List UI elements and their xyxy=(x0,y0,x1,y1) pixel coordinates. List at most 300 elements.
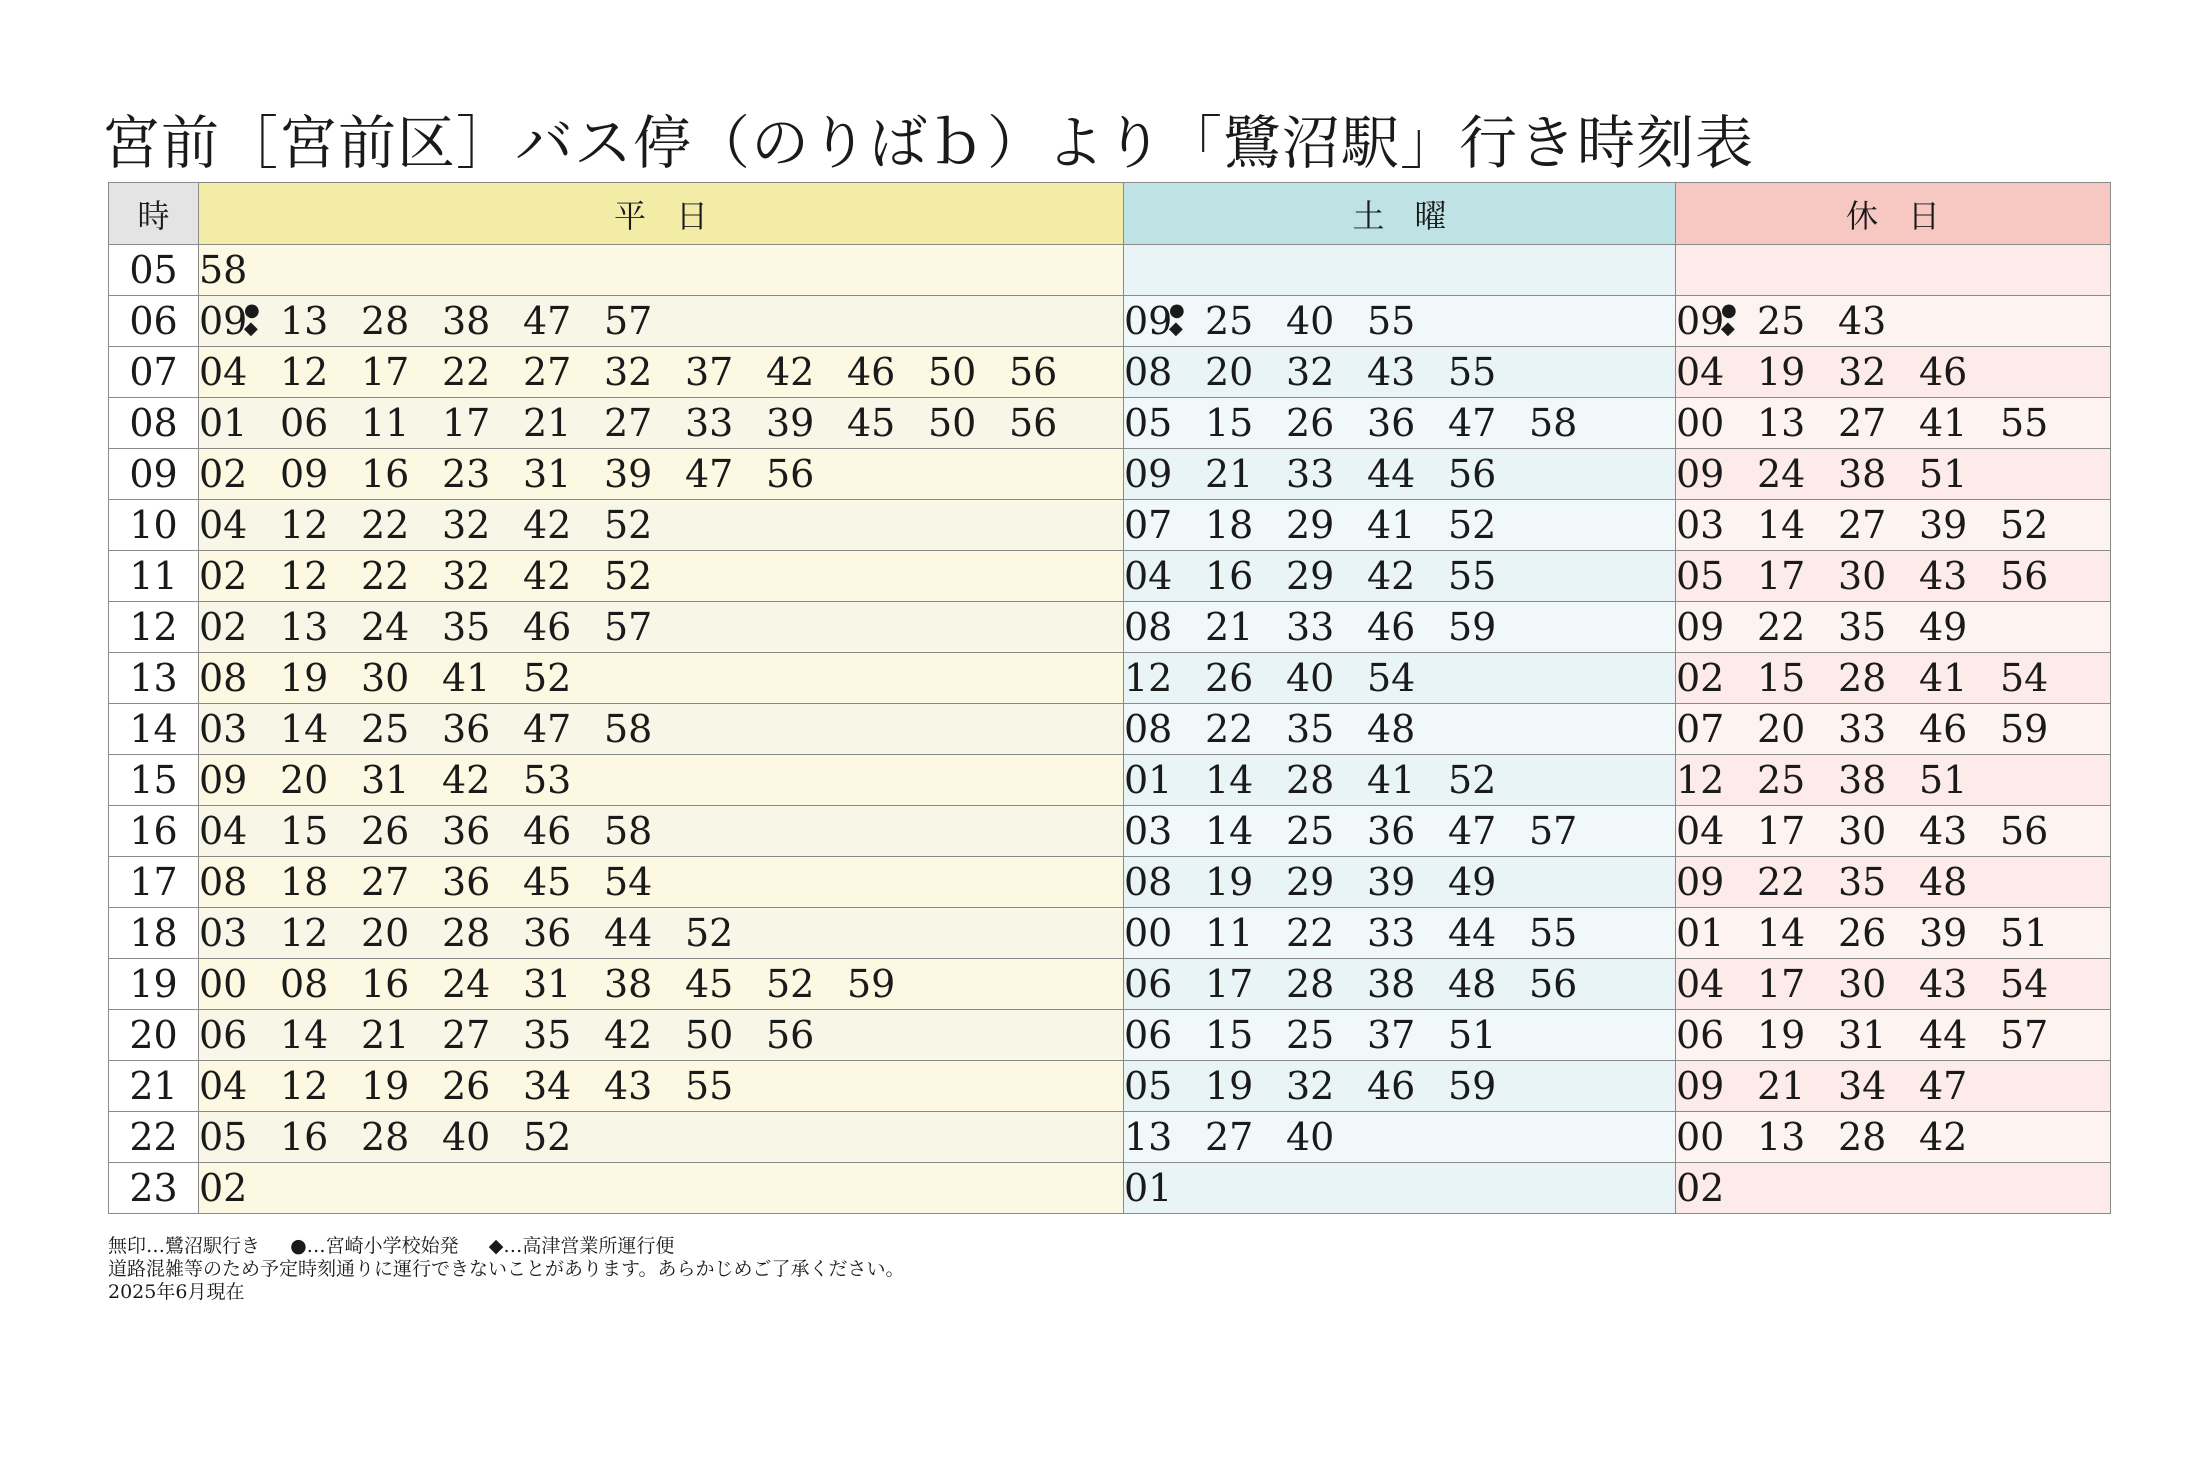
departure-minute xyxy=(199,297,280,345)
departure-minute xyxy=(1124,603,1205,651)
departure-minute xyxy=(1676,960,1757,1008)
minute-text: 42 xyxy=(604,1013,653,1057)
minute-text: 01 xyxy=(1124,1166,1173,1210)
departure-minute xyxy=(1009,399,1090,447)
weekday-minutes-cell xyxy=(199,857,1124,908)
minute-text: 03 xyxy=(1124,809,1173,853)
minute-text: 04 xyxy=(199,1064,248,1108)
table-row xyxy=(109,704,2111,755)
saturday-minutes-cell xyxy=(1124,1112,1676,1163)
departure-minute xyxy=(361,654,442,702)
departure-minute xyxy=(280,399,361,447)
minute-text: 54 xyxy=(604,860,653,904)
minute-text: 46 xyxy=(1367,605,1416,649)
saturday-minutes-cell xyxy=(1124,296,1676,347)
weekday-minutes-cell xyxy=(199,1112,1124,1163)
hour-cell: 06 xyxy=(109,296,199,347)
departure-minute xyxy=(1367,552,1448,600)
minute-text: 57 xyxy=(1529,809,1578,853)
minute-text: 42 xyxy=(1367,554,1416,598)
saturday-minutes-cell xyxy=(1124,908,1676,959)
footnotes xyxy=(108,1235,904,1304)
minute-text: 51 xyxy=(1919,758,1968,802)
minute-text: 46 xyxy=(847,350,896,394)
minute-text: 18 xyxy=(1205,503,1254,547)
minute-text: 04 xyxy=(1676,962,1725,1006)
minute-text: 56 xyxy=(766,452,815,496)
departure-minute xyxy=(1286,450,1367,498)
origin-mark-icon xyxy=(244,301,260,337)
departure-minute xyxy=(1919,603,2000,651)
departure-minute xyxy=(442,450,523,498)
minute-text: 47 xyxy=(1919,1064,1968,1108)
departure-minute xyxy=(1124,348,1205,396)
minute-text: 28 xyxy=(1838,1115,1887,1159)
departure-minute xyxy=(1286,960,1367,1008)
weekday-minutes-cell xyxy=(199,959,1124,1010)
minute-text: 14 xyxy=(1205,758,1254,802)
departure-minute xyxy=(685,1011,766,1059)
departure-minute xyxy=(2000,552,2081,600)
minute-text: 55 xyxy=(1529,911,1578,955)
minute-text: 04 xyxy=(1676,809,1725,853)
table-row xyxy=(109,551,2111,602)
weekday-minutes-cell xyxy=(199,755,1124,806)
departure-minute xyxy=(280,501,361,549)
header-hour: 時 xyxy=(109,183,199,245)
legend-diamond: ◆…高津営業所運行便 xyxy=(488,1235,675,1257)
hour-cell: 22 xyxy=(109,1112,199,1163)
table-row xyxy=(109,857,2111,908)
minute-text: 32 xyxy=(1286,1064,1335,1108)
minute-text: 56 xyxy=(766,1013,815,1057)
departure-minute xyxy=(1286,705,1367,753)
holiday-minutes-cell xyxy=(1676,806,2111,857)
minute-text: 43 xyxy=(1919,809,1968,853)
departure-minute xyxy=(604,501,685,549)
holiday-minutes-cell xyxy=(1676,1061,2111,1112)
minute-text: 45 xyxy=(523,860,572,904)
departure-minute xyxy=(1124,1011,1205,1059)
departure-minute xyxy=(361,552,442,600)
minute-text: 58 xyxy=(604,707,653,751)
minute-text: 31 xyxy=(1838,1013,1887,1057)
table-row xyxy=(109,1112,2111,1163)
departure-minute xyxy=(1838,501,1919,549)
departure-minute xyxy=(1205,807,1286,855)
saturday-minutes-cell xyxy=(1124,245,1676,296)
minute-text: 32 xyxy=(1838,350,1887,394)
weekday-minutes-cell xyxy=(199,806,1124,857)
departure-minute xyxy=(280,858,361,906)
minute-text: 08 xyxy=(280,962,329,1006)
minute-text: 39 xyxy=(1367,860,1416,904)
minute-text: 48 xyxy=(1448,962,1497,1006)
departure-minute xyxy=(442,348,523,396)
departure-minute xyxy=(1676,348,1757,396)
minute-text: 46 xyxy=(1919,707,1968,751)
minute-text: 47 xyxy=(1448,401,1497,445)
minute-text: 09 xyxy=(1676,860,1725,904)
minute-text: 56 xyxy=(1009,401,1058,445)
departure-minute xyxy=(847,960,928,1008)
minute-text: 44 xyxy=(604,911,653,955)
holiday-minutes-cell xyxy=(1676,602,2111,653)
departure-minute xyxy=(1124,1062,1205,1110)
departure-minute xyxy=(1448,756,1529,804)
departure-minute xyxy=(604,348,685,396)
minute-text: 01 xyxy=(199,401,248,445)
minute-text: 08 xyxy=(199,656,248,700)
minute-text: 33 xyxy=(685,401,734,445)
minute-text: 26 xyxy=(1205,656,1254,700)
departure-minute xyxy=(1286,909,1367,957)
departure-minute xyxy=(2000,501,2081,549)
minute-text: 58 xyxy=(1529,401,1578,445)
departure-minute xyxy=(1838,705,1919,753)
saturday-minutes-cell xyxy=(1124,959,1676,1010)
minute-text: 14 xyxy=(280,1013,329,1057)
departure-minute xyxy=(523,756,604,804)
departure-minute xyxy=(1124,552,1205,600)
departure-minute xyxy=(1205,297,1286,345)
departure-minute xyxy=(1838,654,1919,702)
minute-text: 39 xyxy=(1919,503,1968,547)
departure-minute xyxy=(442,1062,523,1110)
departure-minute xyxy=(1838,756,1919,804)
departure-minute xyxy=(847,348,928,396)
minute-text: 31 xyxy=(523,452,572,496)
departure-minute xyxy=(1286,807,1367,855)
table-row xyxy=(109,755,2111,806)
departure-minute xyxy=(1367,858,1448,906)
minute-text: 41 xyxy=(1919,656,1968,700)
departure-minute xyxy=(1367,603,1448,651)
departure-minute xyxy=(2000,807,2081,855)
departure-minute xyxy=(199,960,280,1008)
departure-minute xyxy=(280,807,361,855)
departure-minute xyxy=(199,399,280,447)
minute-text: 09 xyxy=(280,452,329,496)
minute-text: 15 xyxy=(1757,656,1806,700)
departure-minute xyxy=(1367,297,1448,345)
departure-minute xyxy=(199,705,280,753)
departure-minute xyxy=(1676,1113,1757,1161)
departure-minute xyxy=(766,348,847,396)
minute-text: 02 xyxy=(1676,656,1725,700)
circle-mark-icon: ● xyxy=(1169,300,1185,321)
minute-text: 42 xyxy=(442,758,491,802)
departure-minute xyxy=(1838,858,1919,906)
minute-text: 42 xyxy=(523,503,572,547)
minute-text: 06 xyxy=(199,1013,248,1057)
minute-text: 17 xyxy=(1205,962,1254,1006)
table-row xyxy=(109,245,2111,296)
departure-minute xyxy=(1205,348,1286,396)
minute-text: 40 xyxy=(442,1115,491,1159)
minute-text: 56 xyxy=(1448,452,1497,496)
departure-minute xyxy=(523,654,604,702)
minute-text: 40 xyxy=(1286,299,1335,343)
minute-text: 07 xyxy=(1124,503,1173,547)
departure-minute xyxy=(1676,705,1757,753)
table-row xyxy=(109,806,2111,857)
minute-text: 46 xyxy=(523,605,572,649)
departure-minute xyxy=(1367,960,1448,1008)
departure-minute xyxy=(1205,756,1286,804)
minute-text: 19 xyxy=(280,656,329,700)
minute-text: 44 xyxy=(1448,911,1497,955)
minute-text: 25 xyxy=(1286,1013,1335,1057)
departure-minute xyxy=(1009,348,1090,396)
departure-minute xyxy=(199,858,280,906)
minute-text: 46 xyxy=(1367,1064,1416,1108)
hour-cell: 13 xyxy=(109,653,199,704)
minute-text: 23 xyxy=(442,452,491,496)
minute-text: 49 xyxy=(1919,605,1968,649)
departure-minute xyxy=(1205,399,1286,447)
departure-minute xyxy=(604,807,685,855)
hour-cell: 21 xyxy=(109,1061,199,1112)
holiday-minutes-cell xyxy=(1676,398,2111,449)
departure-minute xyxy=(523,1113,604,1161)
minute-text: 19 xyxy=(1757,350,1806,394)
departure-minute xyxy=(280,909,361,957)
minute-text: 08 xyxy=(1124,605,1173,649)
departure-minute xyxy=(1124,654,1205,702)
diamond-mark-icon: ◆ xyxy=(1169,318,1183,339)
departure-minute xyxy=(523,1011,604,1059)
minute-text: 04 xyxy=(199,350,248,394)
departure-minute xyxy=(1838,1011,1919,1059)
timetable-body xyxy=(109,245,2111,1214)
table-row xyxy=(109,347,2111,398)
table-row xyxy=(109,653,2111,704)
departure-minute xyxy=(1757,960,1838,1008)
departure-minute xyxy=(280,1113,361,1161)
minute-text: 56 xyxy=(2000,809,2049,853)
minute-text: 14 xyxy=(280,707,329,751)
departure-minute xyxy=(523,858,604,906)
minute-text: 08 xyxy=(1124,860,1173,904)
departure-minute xyxy=(1757,1113,1838,1161)
minute-text: 05 xyxy=(1676,554,1725,598)
departure-minute xyxy=(523,450,604,498)
hour-cell: 08 xyxy=(109,398,199,449)
departure-minute xyxy=(1367,1062,1448,1110)
departure-minute xyxy=(523,705,604,753)
departure-minute xyxy=(280,756,361,804)
departure-minute xyxy=(280,960,361,1008)
saturday-minutes-cell xyxy=(1124,1061,1676,1112)
weekday-minutes-cell xyxy=(199,653,1124,704)
minute-text: 02 xyxy=(199,452,248,496)
minute-text: 15 xyxy=(280,809,329,853)
holiday-minutes-cell xyxy=(1676,653,2111,704)
departure-minute xyxy=(1205,960,1286,1008)
holiday-minutes-cell xyxy=(1676,449,2111,500)
hour-cell: 11 xyxy=(109,551,199,602)
minute-text: 54 xyxy=(2000,962,2049,1006)
minute-text: 51 xyxy=(1448,1013,1497,1057)
departure-minute xyxy=(1286,1011,1367,1059)
minute-text: 00 xyxy=(199,962,248,1006)
minute-text: 06 xyxy=(280,401,329,445)
departure-minute xyxy=(1676,1062,1757,1110)
departure-minute xyxy=(1448,807,1529,855)
departure-minute xyxy=(361,1113,442,1161)
holiday-minutes-cell xyxy=(1676,908,2111,959)
departure-minute xyxy=(199,1011,280,1059)
minute-text: 52 xyxy=(766,962,815,1006)
hour-cell: 10 xyxy=(109,500,199,551)
departure-minute xyxy=(199,1062,280,1110)
minute-text: 46 xyxy=(523,809,572,853)
departure-minute xyxy=(1124,1164,1205,1212)
weekday-minutes-cell xyxy=(199,704,1124,755)
departure-minute xyxy=(604,603,685,651)
departure-minute xyxy=(361,399,442,447)
departure-minute xyxy=(1205,603,1286,651)
departure-minute xyxy=(685,960,766,1008)
departure-minute xyxy=(1757,450,1838,498)
departure-minute xyxy=(442,603,523,651)
minute-text: 17 xyxy=(442,401,491,445)
minute-text: 35 xyxy=(1286,707,1335,751)
minute-text: 57 xyxy=(604,299,653,343)
departure-minute xyxy=(2000,960,2081,1008)
departure-minute xyxy=(199,501,280,549)
minute-text: 08 xyxy=(1124,350,1173,394)
timetable xyxy=(108,182,2111,1214)
minute-text: 04 xyxy=(199,503,248,547)
minute-text: 12 xyxy=(280,350,329,394)
minute-text: 22 xyxy=(361,503,410,547)
departure-minute xyxy=(1286,297,1367,345)
weekday-minutes-cell xyxy=(199,500,1124,551)
holiday-minutes-cell xyxy=(1676,1010,2111,1061)
minute-text: 04 xyxy=(1676,350,1725,394)
departure-minute xyxy=(1838,960,1919,1008)
minute-text: 21 xyxy=(1205,605,1254,649)
minute-text: 24 xyxy=(442,962,491,1006)
minute-text: 55 xyxy=(2000,401,2049,445)
hour-cell: 05 xyxy=(109,245,199,296)
departure-minute xyxy=(1838,1113,1919,1161)
departure-minute xyxy=(523,348,604,396)
minute-text: 24 xyxy=(1757,452,1806,496)
table-row xyxy=(109,1061,2111,1112)
minute-text: 37 xyxy=(1367,1013,1416,1057)
minute-text: 47 xyxy=(523,707,572,751)
minute-text: 17 xyxy=(1757,809,1806,853)
departure-minute xyxy=(1448,1062,1529,1110)
minute-text: 52 xyxy=(523,656,572,700)
minute-text: 19 xyxy=(1757,1013,1806,1057)
minute-text: 16 xyxy=(1205,554,1254,598)
minute-text: 07 xyxy=(1676,707,1725,751)
holiday-minutes-cell xyxy=(1676,959,2111,1010)
minute-text: 42 xyxy=(523,554,572,598)
departure-minute xyxy=(1124,756,1205,804)
departure-minute xyxy=(1919,960,2000,1008)
minute-text: 36 xyxy=(1367,809,1416,853)
departure-minute xyxy=(928,348,1009,396)
departure-minute xyxy=(1676,909,1757,957)
minute-text: 11 xyxy=(361,401,410,445)
departure-minute xyxy=(1919,807,2000,855)
minute-text: 00 xyxy=(1676,1115,1725,1159)
minute-text: 56 xyxy=(1529,962,1578,1006)
minute-text: 52 xyxy=(2000,503,2049,547)
departure-minute xyxy=(1757,552,1838,600)
minute-text: 16 xyxy=(361,962,410,1006)
departure-minute xyxy=(199,348,280,396)
weekday-minutes-cell xyxy=(199,398,1124,449)
minute-text: 48 xyxy=(1367,707,1416,751)
minute-text: 03 xyxy=(1676,503,1725,547)
minute-text: 11 xyxy=(1205,911,1254,955)
departure-minute xyxy=(280,1062,361,1110)
departure-minute xyxy=(1757,1062,1838,1110)
weekday-minutes-cell xyxy=(199,245,1124,296)
minute-text: 02 xyxy=(199,554,248,598)
departure-minute xyxy=(361,501,442,549)
departure-minute xyxy=(685,399,766,447)
minute-text: 22 xyxy=(442,350,491,394)
departure-minute xyxy=(1367,807,1448,855)
departure-minute xyxy=(442,960,523,1008)
departure-minute xyxy=(1205,450,1286,498)
saturday-minutes-cell xyxy=(1124,1010,1676,1061)
minute-text: 12 xyxy=(1124,656,1173,700)
departure-minute xyxy=(1205,1011,1286,1059)
minute-text: 32 xyxy=(442,503,491,547)
departure-minute xyxy=(280,1011,361,1059)
departure-minute xyxy=(442,552,523,600)
minute-text: 34 xyxy=(523,1064,572,1108)
minute-text: 27 xyxy=(1838,503,1887,547)
table-row xyxy=(109,1010,2111,1061)
minute-text: 06 xyxy=(1124,1013,1173,1057)
minute-text: 22 xyxy=(1205,707,1254,751)
minute-text: 12 xyxy=(280,1064,329,1108)
departure-minute xyxy=(442,858,523,906)
departure-minute xyxy=(847,399,928,447)
hour-cell: 15 xyxy=(109,755,199,806)
minute-text: 09 xyxy=(199,758,248,802)
minute-text: 06 xyxy=(1676,1013,1725,1057)
minute-text: 36 xyxy=(442,707,491,751)
minute-text: 56 xyxy=(1009,350,1058,394)
minute-text: 41 xyxy=(1367,503,1416,547)
departure-minute xyxy=(361,450,442,498)
minute-text: 22 xyxy=(361,554,410,598)
departure-minute xyxy=(685,909,766,957)
departure-minute xyxy=(1448,909,1529,957)
departure-minute xyxy=(1676,399,1757,447)
minute-text: 47 xyxy=(523,299,572,343)
departure-minute xyxy=(1124,501,1205,549)
minute-text: 06 xyxy=(1124,962,1173,1006)
departure-minute xyxy=(1676,858,1757,906)
saturday-minutes-cell xyxy=(1124,653,1676,704)
minute-text: 41 xyxy=(442,656,491,700)
minute-text: 14 xyxy=(1757,503,1806,547)
minute-text: 16 xyxy=(361,452,410,496)
minute-text: 41 xyxy=(1919,401,1968,445)
minute-text: 34 xyxy=(1838,1064,1887,1108)
